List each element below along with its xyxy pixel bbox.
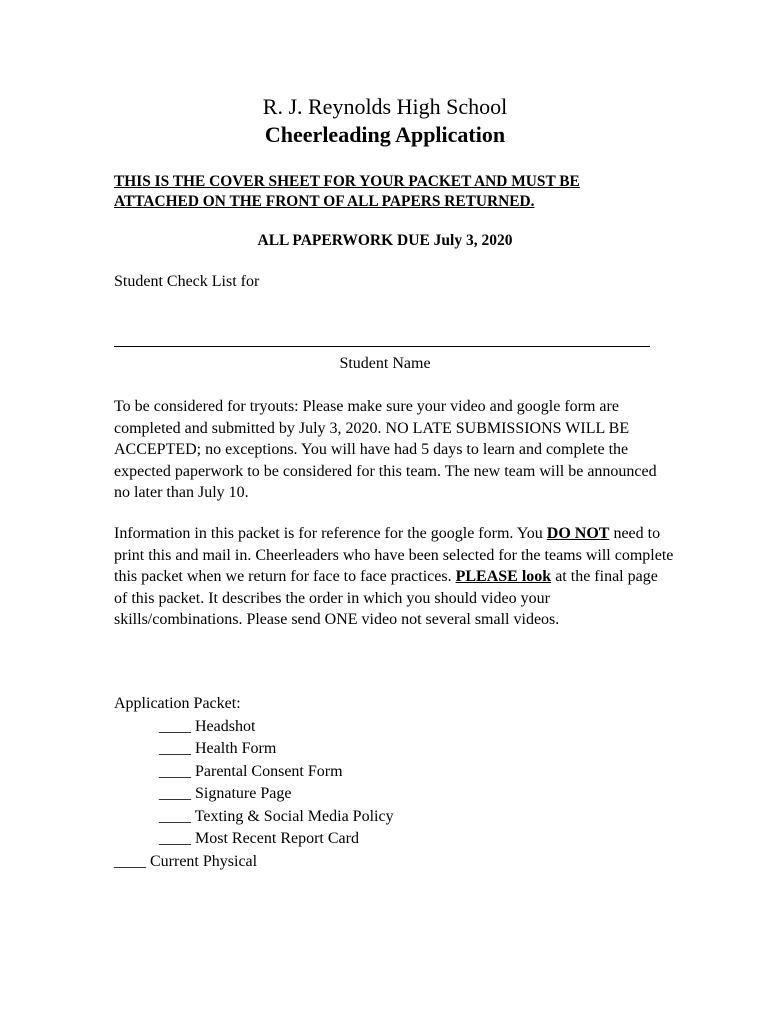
student-name-line bbox=[114, 346, 650, 347]
due-date-notice: ALL PAPERWORK DUE July 3, 2020 bbox=[257, 232, 513, 249]
packet-item: ____ Most Recent Report Card bbox=[159, 830, 359, 847]
packet-item: ____ Signature Page bbox=[159, 785, 292, 802]
packet-item: ____ Health Form bbox=[159, 740, 277, 757]
cover-notice-line1: THIS IS THE COVER SHEET FOR YOUR PACKET AND MUST BE bbox=[114, 173, 580, 190]
application-packet-list bbox=[114, 693, 394, 873]
packet-item: ____ Headshot bbox=[159, 717, 256, 735]
cover-notice-line2: ATTACHED ON THE FRONT OF ALL PAPERS RETURNED. bbox=[114, 193, 535, 210]
packet-item: ____ Current Physical bbox=[114, 852, 258, 870]
school-name: R. J. Reynolds High School bbox=[262, 94, 508, 119]
packet-info-text-1: Information in this packet is for reference for the google form. You bbox=[114, 525, 547, 542]
do-not-emphasis: DO NOT bbox=[546, 525, 610, 542]
document-title: Cheerleading Application bbox=[264, 122, 506, 147]
packet-info-text-2: need to print this and mail in. Cheerleaders who have been selected for the teams will complete this packet when we return for face to face practices. bbox=[114, 525, 674, 585]
checklist-intro: Student Check List for bbox=[114, 273, 260, 290]
tryout-instructions-paragraph: To be considered for tryouts: Please make sure your video and google form are completed and submitted by July 3, 2020. NO LATE SUBMISSIONS WILL BE ACCEPTED; no exceptions. You will have had 5 days to learn and complete the expected paperwork to be considered for this team. The new team will be announced no later than July 10. bbox=[114, 398, 657, 501]
packet-info-text-3: at the final page of this packet. It describes the order in which you should video your skills/combinations. Please send ONE video not several small videos. bbox=[114, 568, 658, 628]
student-name-label: Student Name bbox=[339, 355, 431, 372]
please-look-emphasis: PLEASE look bbox=[455, 568, 552, 585]
packet-heading: Application Packet: bbox=[114, 695, 241, 712]
packet-info-paragraph bbox=[114, 523, 674, 631]
cover-sheet-notice bbox=[114, 172, 674, 212]
packet-item: ____ Texting & Social Media Policy bbox=[159, 807, 394, 825]
packet-item: ____ Parental Consent Form bbox=[159, 762, 343, 780]
